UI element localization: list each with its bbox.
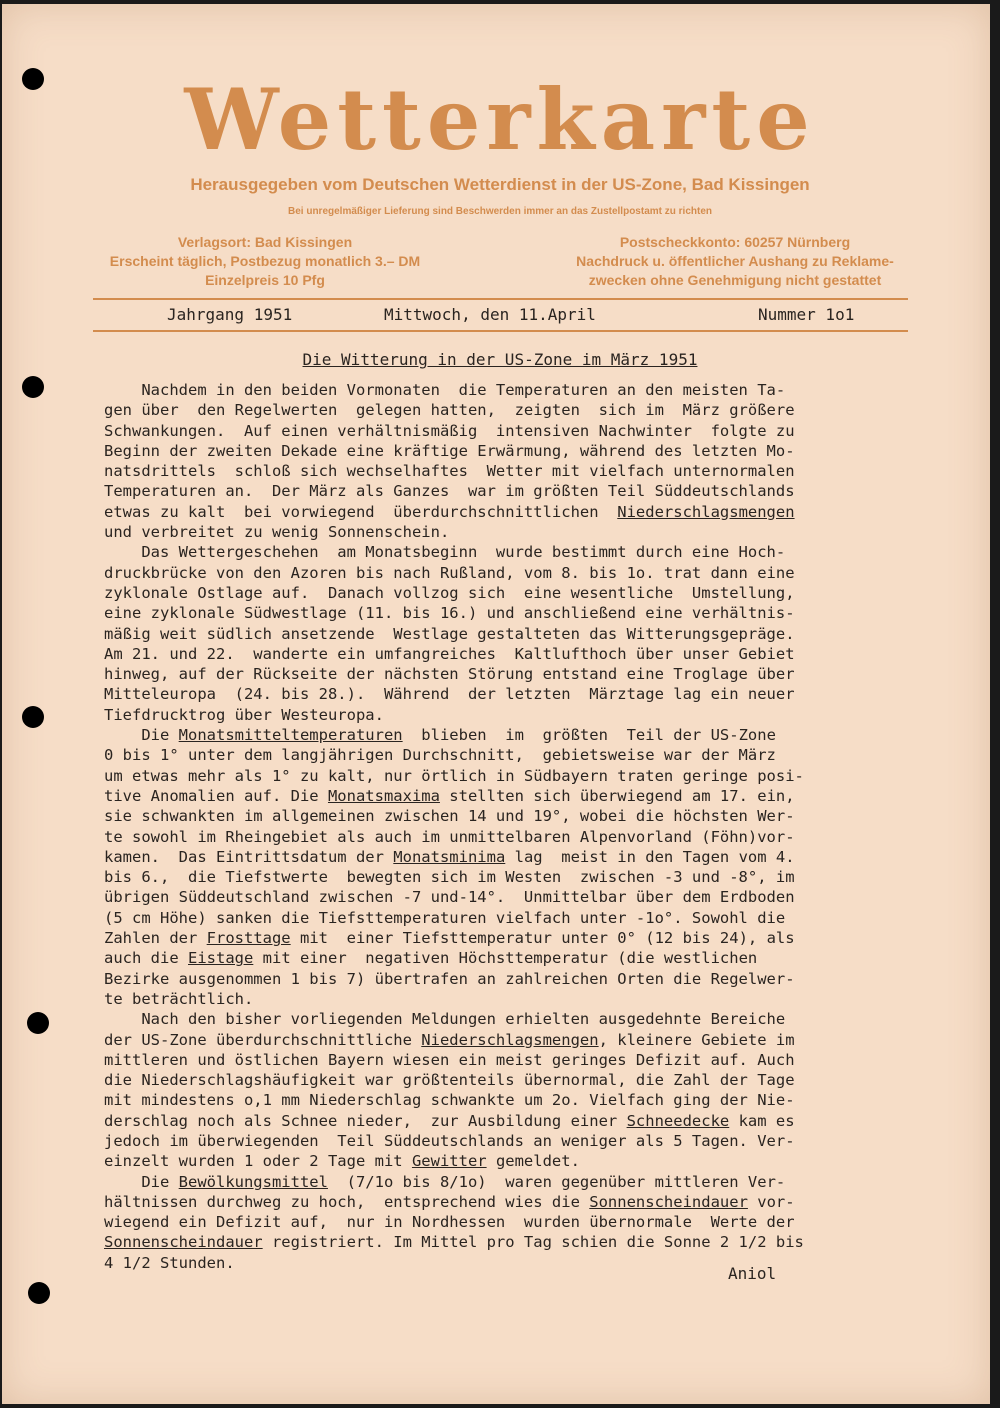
article-line: Die Monatsmitteltemperaturen blieben im größten Teil der US-Zone <box>104 726 776 745</box>
article-line: auch die Eistage mit einer negativen Höchsttemperatur (die westlichen <box>104 949 758 968</box>
article-line: gen über den Regelwerten gelegen hatten, zeigten sich im März größere <box>104 401 795 420</box>
header-rule-top <box>93 298 908 300</box>
underlined-term: Monatsmitteltemperaturen <box>178 726 403 745</box>
reprint-notice-cont: zwecken ohne Genehmigung nicht gestattet <box>588 272 882 288</box>
underlined-term: Bewölkungsmittel <box>178 1172 328 1191</box>
article-line: um etwas mehr als 1° zu kalt, nur örtlich in Südbayern traten geringe posi- <box>104 766 804 785</box>
underlined-term: Niederschlagsmengen <box>421 1030 599 1049</box>
single-price: Einzelpreis 10 Pfg <box>205 272 325 288</box>
article-line: sie schwankten im allgemeinen zwischen 14 und 19°, wobei die höchsten Wer- <box>104 807 795 826</box>
underlined-term: Eistage <box>188 949 254 968</box>
article-line: die Niederschlagshäufigkeit war größtenteils übernormal, die Zahl der Tage <box>104 1071 795 1090</box>
article-line: kamen. Das Eintrittsdatum der Monatsminima lag meist in den Tagen vom 4. <box>104 847 795 866</box>
article-line: 4 1/2 Stunden. <box>104 1253 235 1272</box>
underlined-term: Niederschlagsmengen <box>617 502 795 521</box>
publication-place: Verlagsort: Bad Kissingen <box>177 234 353 250</box>
article-line: bis 6., die Tiefstwerte bewegten sich im Westen zwischen -3 und -8°, im <box>104 868 795 887</box>
article-body <box>104 380 919 1273</box>
article-line: übrigen Süddeutschland zwischen -7 und-14°. Unmittelbar über dem Erdboden <box>104 888 795 907</box>
punch-hole <box>28 1282 50 1304</box>
masthead-title: Wetterkarte <box>184 70 816 169</box>
article-line: druckbrücke von den Azoren bis nach Rußland, vom 8. bis 1o. trat dann eine <box>104 563 795 582</box>
article-line: Nachdem in den beiden Vormonaten die Temperaturen an den meisten Ta- <box>104 381 786 399</box>
underlined-term: Schneedecke <box>626 1111 730 1130</box>
article-line: te sowohl im Rheingebiet als auch im unmittelbaren Alpenvorland (Föhn)vor- <box>104 827 795 846</box>
article-line: eine zyklonale Südwestlage (11. bis 16.) und anschließend eine verhältnis- <box>104 604 795 623</box>
article-line: Beginn der zweiten Dekade eine kräftige Erwärmung, während des letzten Mo- <box>104 441 795 460</box>
article-line: natsdrittels schloß sich wechselhaftes Wetter mit vielfach unternormalen <box>104 462 795 481</box>
article-line: zyklonale Ostlage auf. Danach vollzog sich eine wesentliche Umstellung, <box>104 583 795 602</box>
article-line: und verbreitet zu wenig Sonnenschein. <box>104 523 450 542</box>
underlined-term: Monatsminima <box>393 847 506 866</box>
article-line: Mitteleuropa (24. bis 28.). Während der letzten Märztage lag ein neuer <box>104 685 795 704</box>
article-line: mäßig weit südlich ansetzende Westlage gestalteten das Witterungsgepräge. <box>104 624 795 643</box>
article-line: mit mindestens o,1 mm Niederschlag schwankte um 2o. Vielfach ging der Nie- <box>104 1091 795 1110</box>
article-line: einzelt wurden 1 oder 2 Tage mit Gewitter gemeldet. <box>104 1152 580 1171</box>
rights-info <box>565 233 905 290</box>
article-line: derschlag noch als Schnee nieder, zur Ausbildung einer Schneedecke kam es <box>104 1111 795 1130</box>
article-line: mittleren und östlichen Bayern wiesen ein meist geringes Defizit auf. Auch <box>104 1050 795 1069</box>
issue-number: Nummer 1o1 <box>758 305 855 324</box>
article-line: Am 21. und 22. wanderte ein umfangreiches Kaltlufthoch über unser Gebiet <box>104 644 795 663</box>
underlined-term: Sonnenscheindauer <box>589 1192 748 1211</box>
underlined-term: Sonnenscheindauer <box>104 1233 263 1252</box>
issue-date: Mittwoch, den 11.April <box>384 305 596 324</box>
issue-volume: Jahrgang 1951 <box>167 305 293 324</box>
underlined-term: Gewitter <box>411 1152 487 1171</box>
punch-hole <box>22 706 44 728</box>
article-line: hältnissen durchweg zu hoch, entsprechend wies die Sonnenscheindauer vor- <box>104 1192 795 1211</box>
underlined-term: Frosttage <box>206 929 291 948</box>
article-line: Sonnenscheindauer registriert. Im Mittel pro Tag schien die Sonne 2 1/2 bis <box>104 1233 804 1252</box>
publication-info <box>100 233 430 290</box>
article-line: wiegend ein Defizit auf, nur in Nordhessen wurden übernormale Werte der <box>104 1213 795 1232</box>
underlined-term: Monatsmaxima <box>327 786 440 805</box>
author-signature: Aniol <box>728 1264 777 1283</box>
postal-account: Postscheckkonto: 60257 Nürnberg <box>619 234 851 250</box>
article-line: Temperaturen an. Der März als Ganzes war im größten Teil Süddeutschlands <box>104 482 795 501</box>
article-line: jedoch im überwiegenden Teil Süddeutschlands an weniger als 5 Tagen. Ver- <box>104 1131 795 1150</box>
article-line: te beträchtlich. <box>104 989 254 1008</box>
article-line: Schwankungen. Auf einen verhältnismäßig intensiven Nachwinter folgte zu <box>104 421 795 440</box>
article-headline <box>0 350 1000 369</box>
publisher-line: Herausgegeben vom Deutschen Wetterdienst in der US-Zone, Bad Kissingen <box>190 175 810 194</box>
headline-text: Die Witterung in der US-Zone im März 1951 <box>302 350 698 369</box>
article-line: Das Wettergeschehen am Monatsbeginn wurde bestimmt durch eine Hoch- <box>104 543 786 562</box>
reprint-notice: Nachdruck u. öffentlicher Aushang zu Reklame- <box>576 253 894 269</box>
header-rule-bottom <box>93 330 908 332</box>
article-line: etwas zu kalt bei vorwiegend überdurchschnittlichen Niederschlagsmengen <box>104 502 795 521</box>
article-line: Die Bewölkungsmittel (7/1o bis 8/1o) waren gegenüber mittleren Ver- <box>104 1172 786 1191</box>
article-line: Zahlen der Frosttage mit einer Tiefsttemperatur unter 0° (12 bis 24), als <box>104 929 795 948</box>
article-line: tive Anomalien auf. Die Monatsmaxima stellten sich überwiegend am 17. ein, <box>104 786 795 805</box>
article-line: (5 cm Höhe) sanken die Tiefsttemperaturen vielfach unter -1o°. Sowohl die <box>104 908 786 927</box>
article-line: 0 bis 1° unter dem langjährigen Durchschnitt, gebietsweise war der März <box>104 746 776 765</box>
article-line: hinweg, auf der Rückseite der nächsten Störung entstand eine Troglage über <box>104 665 795 684</box>
article-line: der US-Zone überdurchschnittliche Niederschlagsmengen, kleinere Gebiete im <box>104 1030 795 1049</box>
complaint-note: Bei unregelmäßiger Lieferung sind Beschwerden immer an das Zustellpostamt zu richten <box>288 206 712 217</box>
article-line: Bezirke ausgenommen 1 bis 7) übertrafen an zahlreichen Orten die Regelwer- <box>104 969 795 988</box>
subscription-info: Erscheint täglich, Postbezug monatlich 3.– DM <box>109 253 421 269</box>
punch-hole <box>22 376 44 398</box>
article-line: Tiefdrucktrog über Westeuropa. <box>104 705 384 724</box>
article-line: Nach den bisher vorliegenden Meldungen erhielten ausgedehnte Bereiche <box>104 1010 786 1029</box>
punch-hole <box>27 1012 49 1034</box>
